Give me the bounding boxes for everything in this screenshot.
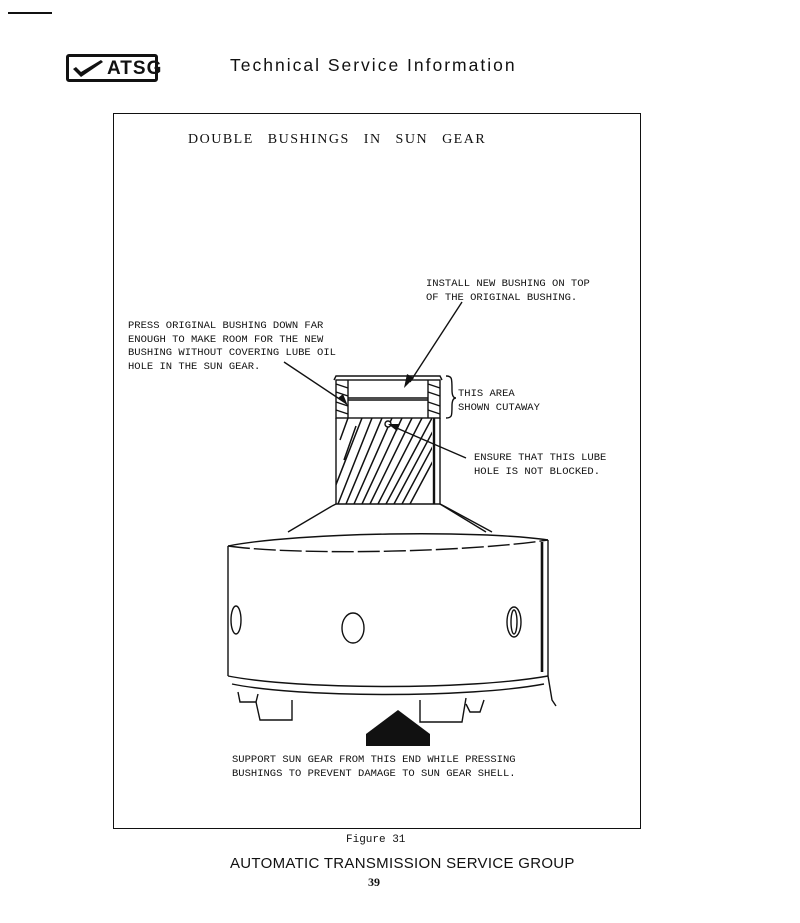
cutaway-bracket bbox=[446, 376, 456, 418]
shell-tab bbox=[238, 692, 258, 702]
cone-left-edge bbox=[288, 506, 332, 532]
cone-right-edge bbox=[444, 506, 492, 532]
bushing-wall-hatch-right bbox=[428, 384, 440, 414]
page-number: 39 bbox=[368, 875, 380, 889]
shell-hole-left bbox=[231, 606, 241, 634]
shell-hole-right bbox=[507, 607, 521, 637]
figure-title: DOUBLE BUSHINGS IN SUN GEAR bbox=[188, 132, 487, 147]
shell-bottom-rim bbox=[228, 676, 548, 687]
bushing-cutaway-section bbox=[336, 380, 440, 418]
logo-text: ATSG bbox=[107, 58, 163, 79]
callout-press-original-bushing: PRESS ORIGINAL BUSHING DOWN FAR ENOUGH TO MAKE ROOM FOR THE NEW BUSHING WITHOUT COVERING LUBE OIL HOLE IN THE SUN GEAR. bbox=[128, 320, 336, 373]
shell-top-rim bbox=[228, 534, 548, 546]
figure-caption: Figure 31 bbox=[346, 834, 406, 846]
shell-hole-center bbox=[342, 613, 364, 643]
callout-install-new-bushing: INSTALL NEW BUSHING ON TOP OF THE ORIGINAL BUSHING. bbox=[426, 278, 590, 304]
callout-support-sun-gear: SUPPORT SUN GEAR FROM THIS END WHILE PRESSING BUSHINGS TO PREVENT DAMAGE TO SUN GEAR SHELL. bbox=[232, 754, 516, 780]
arrowhead-lube-hole bbox=[388, 424, 400, 431]
footer-group-name: AUTOMATIC TRANSMISSION SERVICE GROUP bbox=[230, 855, 575, 872]
leader-install bbox=[410, 302, 462, 382]
spline-hatch bbox=[330, 418, 456, 504]
callout-cutaway-area: THIS AREA SHOWN CUTAWAY bbox=[458, 388, 540, 414]
callout-lube-hole: ENSURE THAT THIS LUBE HOLE IS NOT BLOCKED. bbox=[474, 452, 607, 478]
page-header-title: Technical Service Information bbox=[230, 55, 517, 75]
